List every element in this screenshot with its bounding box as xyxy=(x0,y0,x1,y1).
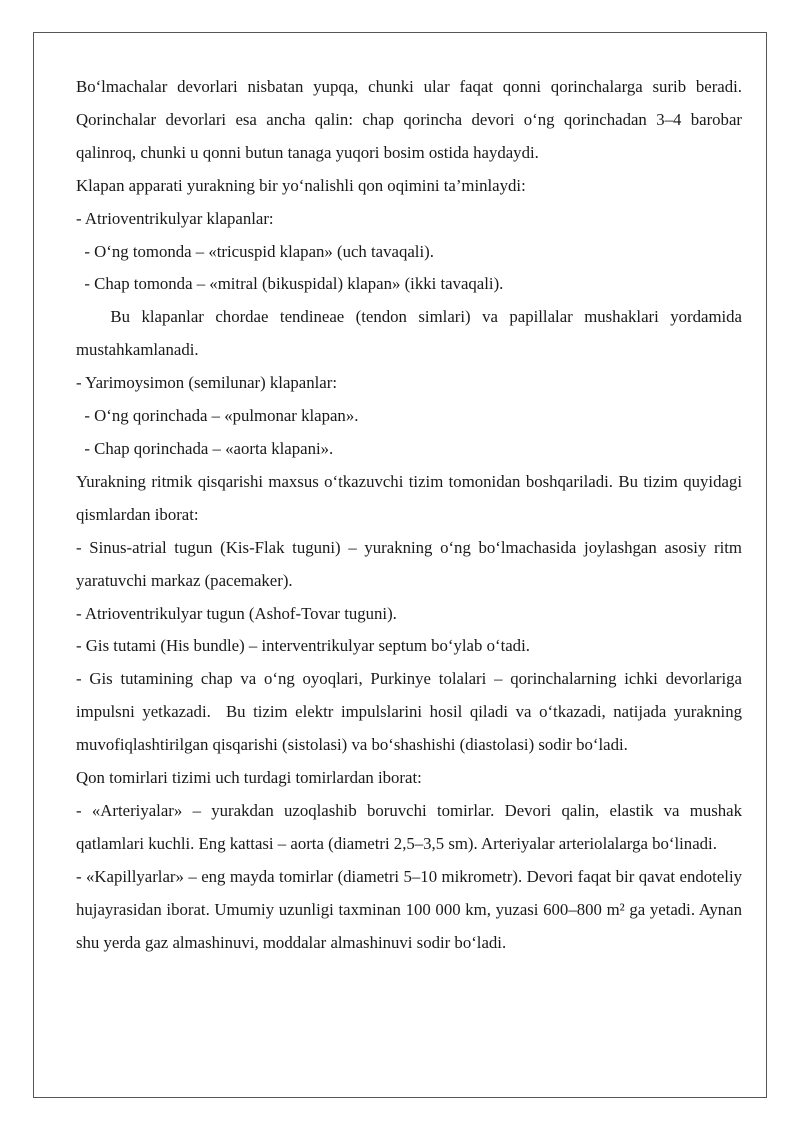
list-item: - O‘ng qorinchada – «pulmonar klapan». xyxy=(76,406,359,426)
list-item: - Sinus-atrial tugun (Kis-Flak tuguni) – yurakning o‘ng bo‘lmachasida joylashgan asosiy ritm yaratuvchi markaz (pacemaker). xyxy=(76,537,747,590)
paragraph: Yurakning ritmik qisqarishi maxsus o‘tkazuvchi tizim tomonidan boshqariladi. Bu tizim quyidagi qismlardan iborat: xyxy=(76,471,747,524)
list-item: - Atrioventrikulyar klapanlar: xyxy=(76,208,274,228)
list-item: - Chap qorinchada – «aorta klapani». xyxy=(76,438,334,458)
list-item: - «Arteriyalar» – yurakdan uzoqlashib boruvchi tomirlar. Devori qalin, elastik va mushak qatlamlari kuchli. Eng kattasi – aorta (diametri 2,5–3,5 sm). Arteriyalar arteriolalarga bo‘linadi. xyxy=(76,800,747,853)
list-item: - Gis tutamining chap va o‘ng oyoqlari, Purkinye tolalari – qorinchalarning ichki devorlariga impulsni yetkazadi. Bu tizim elektr impulslarini hosil qiladi va o‘tkazadi, natijada yurakning muvofiqlashtirilgan qisqarishi (sistolasi) va bo‘shashishi (diastolasi) sodir bo‘ladi. xyxy=(76,669,747,755)
list-item: - Atrioventrikulyar tugun (Ashof-Tovar tuguni). xyxy=(76,603,397,623)
list-item: - Chap tomonda – «mitral (bikuspidal) klapan» (ikki tavaqali). xyxy=(76,274,504,294)
list-item: - O‘ng tomonda – «tricuspid klapan» (uch tavaqali). xyxy=(76,241,434,261)
list-item: - Yarimoysimon (semilunar) klapanlar: xyxy=(76,373,337,393)
list-item: - «Kapillyarlar» – eng mayda tomirlar (diametri 5–10 mikrometr). Devori faqat bir qavat endoteliy hujayrasidan iborat. Umumiy uzunligi taxminan 100 000 km, yuzasi 600–800 m² ga yetadi. Aynan shu yerda gaz almashinuvi, moddalar almashinuvi sodir bo‘ladi. xyxy=(76,866,747,952)
paragraph: Bu klapanlar chordae tendineae (tendon simlari) va papillalar mushaklari yordamida mustahkamlanadi. xyxy=(76,307,747,360)
list-item: - Gis tutami (His bundle) – interventrikulyar septum bo‘ylab o‘tadi. xyxy=(76,636,530,656)
document-body xyxy=(76,71,747,959)
paragraph: Klapan apparati yurakning bir yo‘nalishli qon oqimini ta’minlaydi: xyxy=(76,175,526,195)
paragraph: Bo‘lmachalar devorlari nisbatan yupqa, chunki ular faqat qonni qorinchalarga surib beradi. Qorinchalar devorlari esa ancha qalin: chap qorincha devori o‘ng qorinchadan 3–4 barobar qalinroq, chunki u qonni butun tanaga yuqori bosim ostida haydaydi. xyxy=(76,77,747,162)
paragraph: Qon tomirlari tizimi uch turdagi tomirlardan iborat: xyxy=(76,768,422,788)
